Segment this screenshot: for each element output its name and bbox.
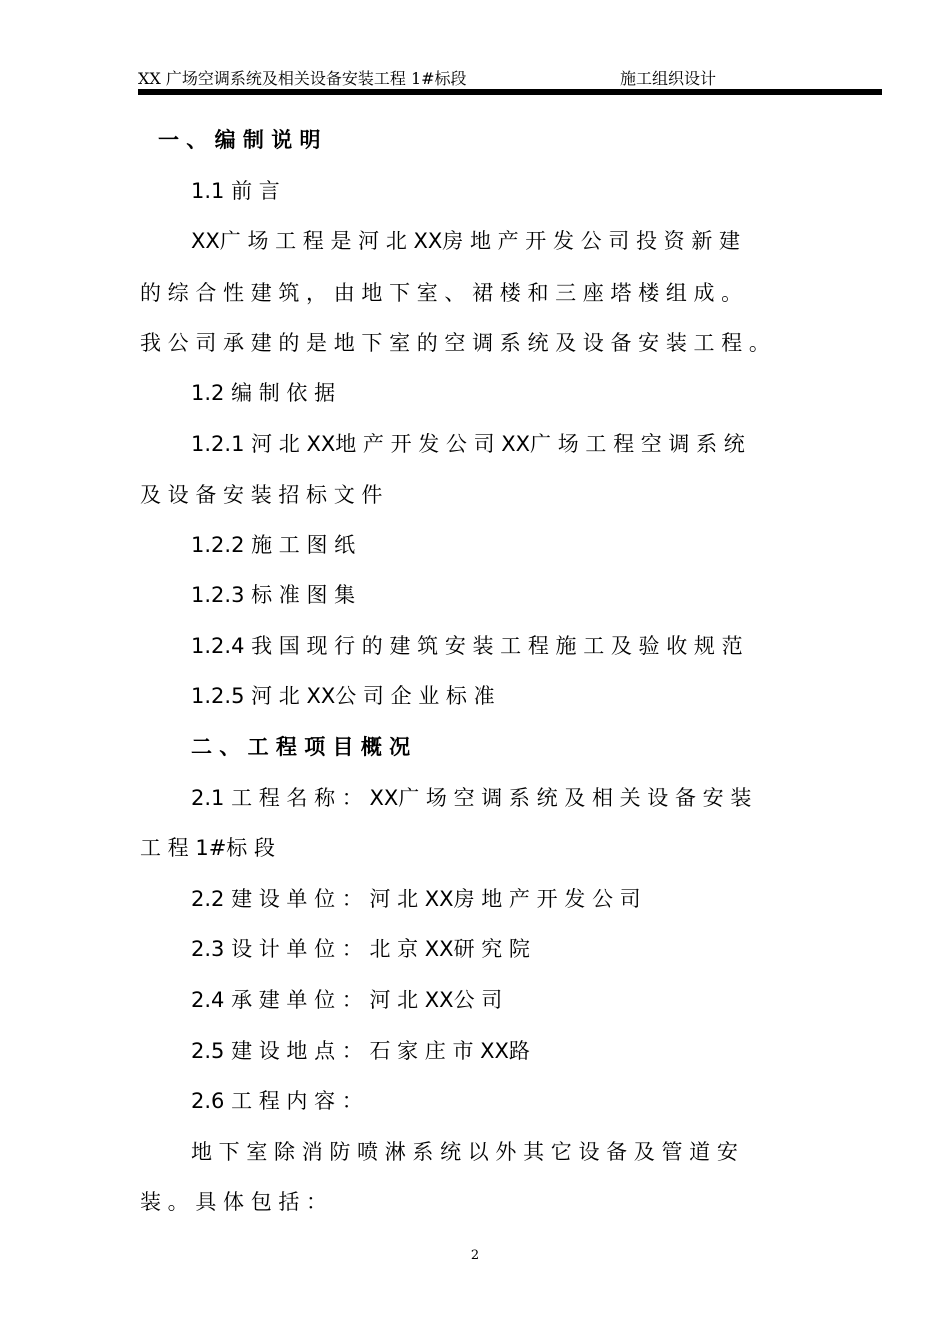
list-item: 1.2.1 河 北 XX地 产 开 发 公 司 XX广 场 工 程 空 调 系 统 <box>191 432 745 456</box>
paragraph-line: 装 。 具 体 包 括 ： <box>140 1190 328 1214</box>
page-number: 2 <box>470 1248 480 1263</box>
paragraph-line: 我 公 司 承 建 的 是 地 下 室 的 空 调 系 统 及 设 备 安 装 工 程 。 <box>140 331 770 355</box>
project-info-line: 2.2 建 设 单 位 ： 河 北 XX房 地 产 开 发 公 司 <box>191 887 641 911</box>
paragraph-line: XX广 场 工 程 是 河 北 XX房 地 产 开 发 公 司 投 资 新 建 <box>191 229 741 253</box>
section-heading-2: 二 、 工 程 项 目 概 况 <box>191 735 411 759</box>
list-item: 1.2.2 施 工 图 纸 <box>191 533 356 557</box>
list-item: 1.2.4 我 国 现 行 的 建 筑 安 装 工 程 施 工 及 验 收 规 范 <box>191 634 743 658</box>
header-rule <box>138 89 882 95</box>
running-header <box>138 66 882 88</box>
project-info-line: 2.5 建 设 地 点 ： 石 家 庄 市 XX路 <box>191 1039 530 1063</box>
list-item-continuation: 及 设 备 安 装 招 标 文 件 <box>140 483 383 507</box>
header-document-title: XX 广场空调系统及相关设备安装工程 1#标段 <box>138 69 467 88</box>
section-heading-1: 一 、 编 制 说 明 <box>158 128 321 152</box>
project-info-continuation: 工 程 1#标 段 <box>140 836 275 860</box>
subsection-heading-1-2: 1.2 编 制 依 据 <box>191 381 336 405</box>
project-info-line: 2.6 工 程 内 容 ： <box>191 1089 363 1113</box>
project-info-line: 2.1 工 程 名 称 ： XX广 场 空 调 系 统 及 相 关 设 备 安 装 <box>191 786 752 810</box>
paragraph-line: 地 下 室 除 消 防 喷 淋 系 统 以 外 其 它 设 备 及 管 道 安 <box>191 1140 738 1164</box>
list-item: 1.2.5 河 北 XX公 司 企 业 标 准 <box>191 684 495 708</box>
subsection-heading-1-1: 1.1 前 言 <box>191 179 280 203</box>
project-info-line: 2.3 设 计 单 位 ： 北 京 XX研 究 院 <box>191 937 530 961</box>
header-section-name: 施工组织设计 <box>620 69 717 88</box>
list-item: 1.2.3 标 准 图 集 <box>191 583 356 607</box>
project-info-line: 2.4 承 建 单 位 ： 河 北 XX公 司 <box>191 988 503 1012</box>
paragraph-line: 的 综 合 性 建 筑 ， 由 地 下 室 、 裙 楼 和 三 座 塔 楼 组 成 。 <box>140 281 743 305</box>
